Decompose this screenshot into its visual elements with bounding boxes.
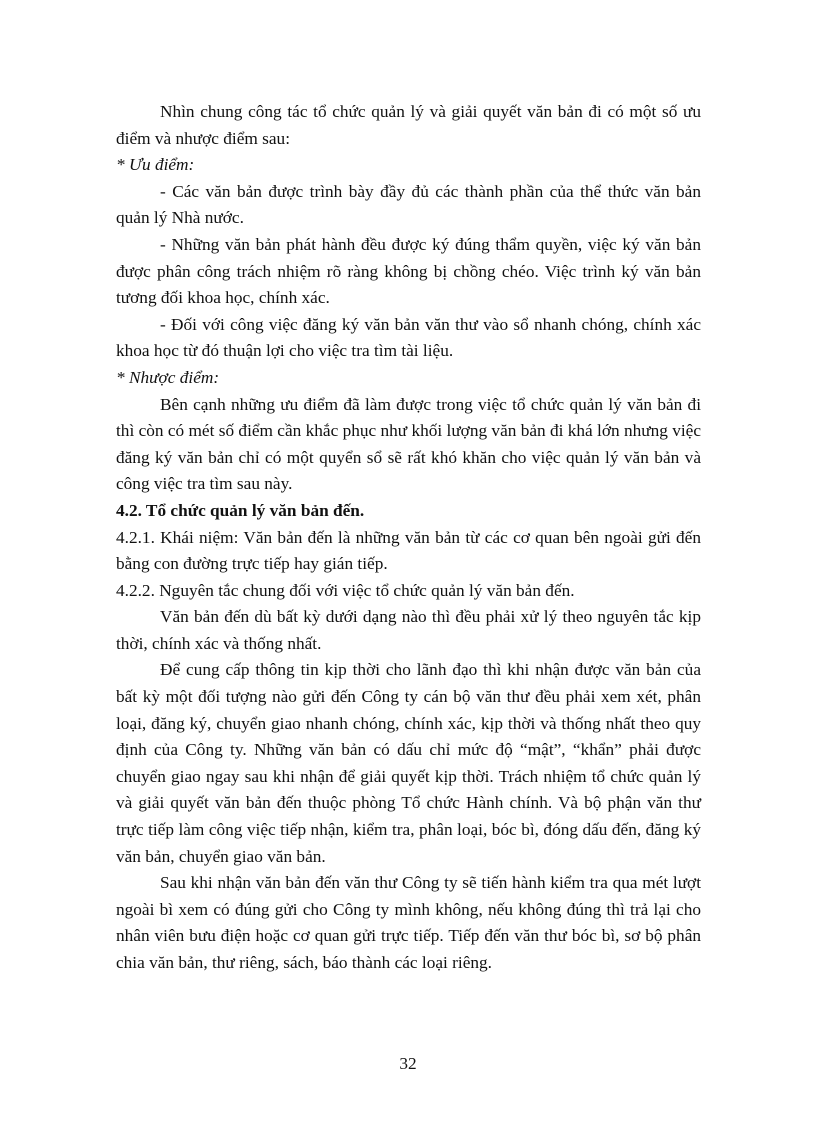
advantage-item-1: - Các văn bản được trình bày đầy đủ các thành phần của thể thức văn bản quản lý Nhà nước. — [116, 181, 701, 228]
subsection-4-2-1: 4.2.1. Khái niệm: Văn bản đến là những văn bản từ các cơ quan bên ngoài gửi đến bằng con đường trực tiếp hay gián tiếp. — [116, 527, 701, 574]
section-heading-4-2: 4.2. Tổ chức quản lý văn bản đến. — [116, 500, 365, 520]
page-number: 32 — [399, 1054, 417, 1073]
paragraph-intro: Nhìn chung công tác tổ chức quản lý và giải quyết văn bản đi có một số ưu điểm và nhược điểm sau: — [116, 102, 701, 148]
subsection-4-2-2: 4.2.2. Nguyên tắc chung đối với việc tổ chức quản lý văn bản đến. — [116, 580, 575, 600]
paragraph-disadvantages: Bên cạnh những ưu điểm đã làm được trong việc tổ chức quản lý văn bản đi thì còn có mét số điểm cần khắc phục như khối lượng văn bản đi khá lớn nhưng việc đăng ký văn bản chỉ có một quyển sổ sẽ rất khó khăn cho việc quản lý văn bản và công việc tra tìm sau này. — [116, 394, 701, 494]
paragraph-processing: Để cung cấp thông tin kịp thời cho lãnh đạo thì khi nhận được văn bản của bất kỳ một đối tượng nào gửi đến Công ty cán bộ văn thư đều phải xem xét, phân loại, đăng ký, chuyển giao nhanh chóng, chính xác, kịp thời và thống nhất theo quy định của Công ty. Những văn bản có dấu chỉ mức độ “mật”, “khẩn” phải được chuyển giao ngay sau khi nhận để giải quyết kịp thời. Trách nhiệm tổ chức quản lý và giải quyết văn bản đến thuộc phòng Tổ chức Hành chính. Và bộ phận văn thư trực tiếp làm công việc tiếp nhận, kiểm tra, phân loại, bóc bì, đóng dấu đến, đăng ký văn bản, chuyển giao văn bản. — [116, 660, 701, 866]
advantage-item-2: - Những văn bản phát hành đều được ký đúng thẩm quyền, việc ký văn bản được phân công trách nhiệm rõ ràng không bị chồng chéo. Việc trình ký văn bản tương đối khoa học, chính xác. — [116, 234, 701, 308]
document-body — [116, 99, 701, 977]
heading-disadvantages: * Nhược điểm: — [116, 367, 220, 387]
paragraph-principle: Văn bản đến dù bất kỳ dưới dạng nào thì đều phải xử lý theo nguyên tắc kịp thời, chính xác và thống nhất. — [116, 607, 701, 653]
heading-advantages: * Ưu điểm: — [116, 155, 195, 175]
advantage-item-3: - Đối với công việc đăng ký văn bản văn thư vào sổ nhanh chóng, chính xác khoa học từ đó thuận lợi cho việc tra tìm tài liệu. — [116, 314, 701, 361]
paragraph-receiving: Sau khi nhận văn bản đến văn thư Công ty sẽ tiến hành kiểm tra qua mét lượt ngoài bì xem có đúng gửi cho Công ty mình không, nếu không đúng thì trả lại cho nhân viên bưu điện hoặc cơ quan gửi trực tiếp. Tiếp đến văn thư bóc bì, sơ bộ phân chia văn bản, thư riêng, sách, báo thành các loại riêng. — [116, 873, 701, 972]
